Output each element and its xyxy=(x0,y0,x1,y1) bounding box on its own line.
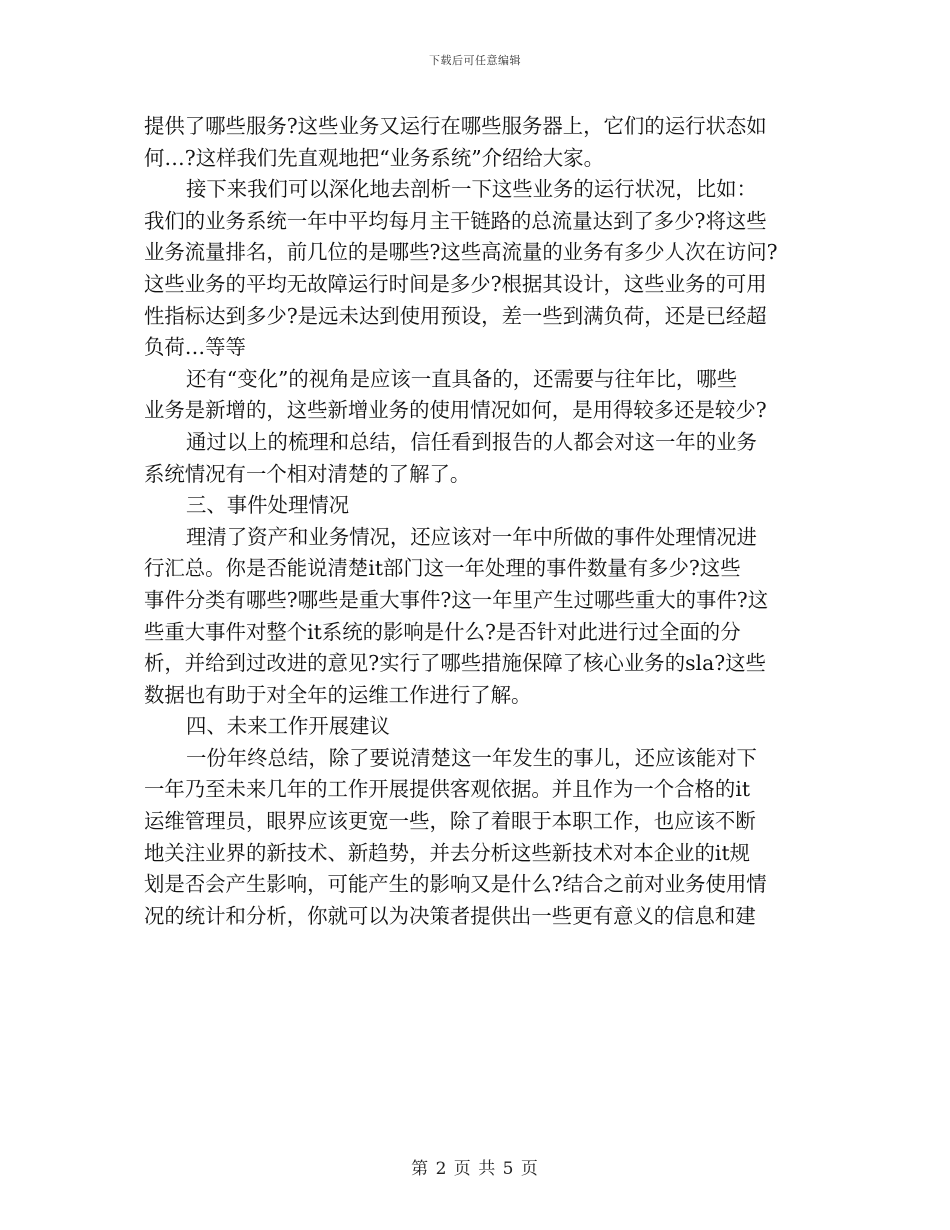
text-line: 数据也有助于对全年的运维工作进行了解。 xyxy=(144,682,532,707)
text-line: 况的统计和分析，你就可以为决策者提供出一些更有意义的信息和建 xyxy=(144,903,756,928)
text-line: 提供了哪些服务?这些业务又运行在哪些服务器上，它们的运行状态如 xyxy=(144,114,767,138)
page-number: 第 2 页 共 5 页 xyxy=(411,1159,539,1179)
text-line: 性指标达到多少?是远未达到使用预设，差一些到满负荷，还是已经超 xyxy=(144,303,767,328)
text-line: 系统情况有一个相对清楚的了解了。 xyxy=(144,461,471,486)
text-line: 还有“变化”的视角是应该一直具备的，还需要与往年比，哪些 xyxy=(186,366,738,391)
text-line: 些重大事件对整个it系统的影响是什么?是否针对此进行过全面的分 xyxy=(144,619,741,644)
text-line: 行汇总。你是否能说清楚it部门这一年处理的事件数量有多少?这些 xyxy=(144,556,741,581)
text-line: 地关注业界的新技术、新趋势，并去分析这些新技术对本企业的it规 xyxy=(144,840,751,865)
text-line: 析，并给到过改进的意见?实行了哪些措施保障了核心业务的sla?这些 xyxy=(144,651,766,676)
text-line: 业务是新增的，这些新增业务的使用情况如何，是用得较多还是较少? xyxy=(144,398,767,423)
text-line: 划是否会产生影响，可能产生的影响又是什么?结合之前对业务使用情 xyxy=(144,872,767,897)
text-line: 一年乃至未来几年的工作开展提供客观依据。并且作为一个合格的it xyxy=(144,777,751,802)
text-line: 何…?这样我们先直观地把“业务系统”介绍给大家。 xyxy=(144,145,604,170)
text-line: 我们的业务系统一年中平均每月主干链路的总流量达到了多少?将这些 xyxy=(144,208,767,233)
document-body xyxy=(144,111,809,932)
page-header-note: 下载后可任意编辑 xyxy=(429,54,521,67)
text-line: 一份年终总结，除了要说清楚这一年发生的事儿，还应该能对下 xyxy=(186,745,757,770)
text-line: 这些业务的平均无故障运行时间是多少?根据其设计，这些业务的可用 xyxy=(144,271,767,296)
text-line: 四、未来工作开展建议 xyxy=(186,714,390,739)
text-line: 三、事件处理情况 xyxy=(186,493,350,518)
text-line: 负荷…等等 xyxy=(144,335,246,360)
text-line: 事件分类有哪些?哪些是重大事件?这一年里产生过哪些重大的事件?这 xyxy=(144,587,769,612)
text-line: 理清了资产和业务情况，还应该对一年中所做的事件处理情况进 xyxy=(186,524,757,549)
text-line: 运维管理员，眼界应该更宽一些，除了着眼于本职工作，也应该不断 xyxy=(144,809,756,834)
text-line: 通过以上的梳理和总结，信任看到报告的人都会对这一年的业务 xyxy=(186,429,757,454)
text-line: 业务流量排名，前几位的是哪些?这些高流量的业务有多少人次在访问? xyxy=(144,240,778,265)
text-line: 接下来我们可以深化地去剖析一下这些业务的运行状况，比如： xyxy=(186,177,757,202)
